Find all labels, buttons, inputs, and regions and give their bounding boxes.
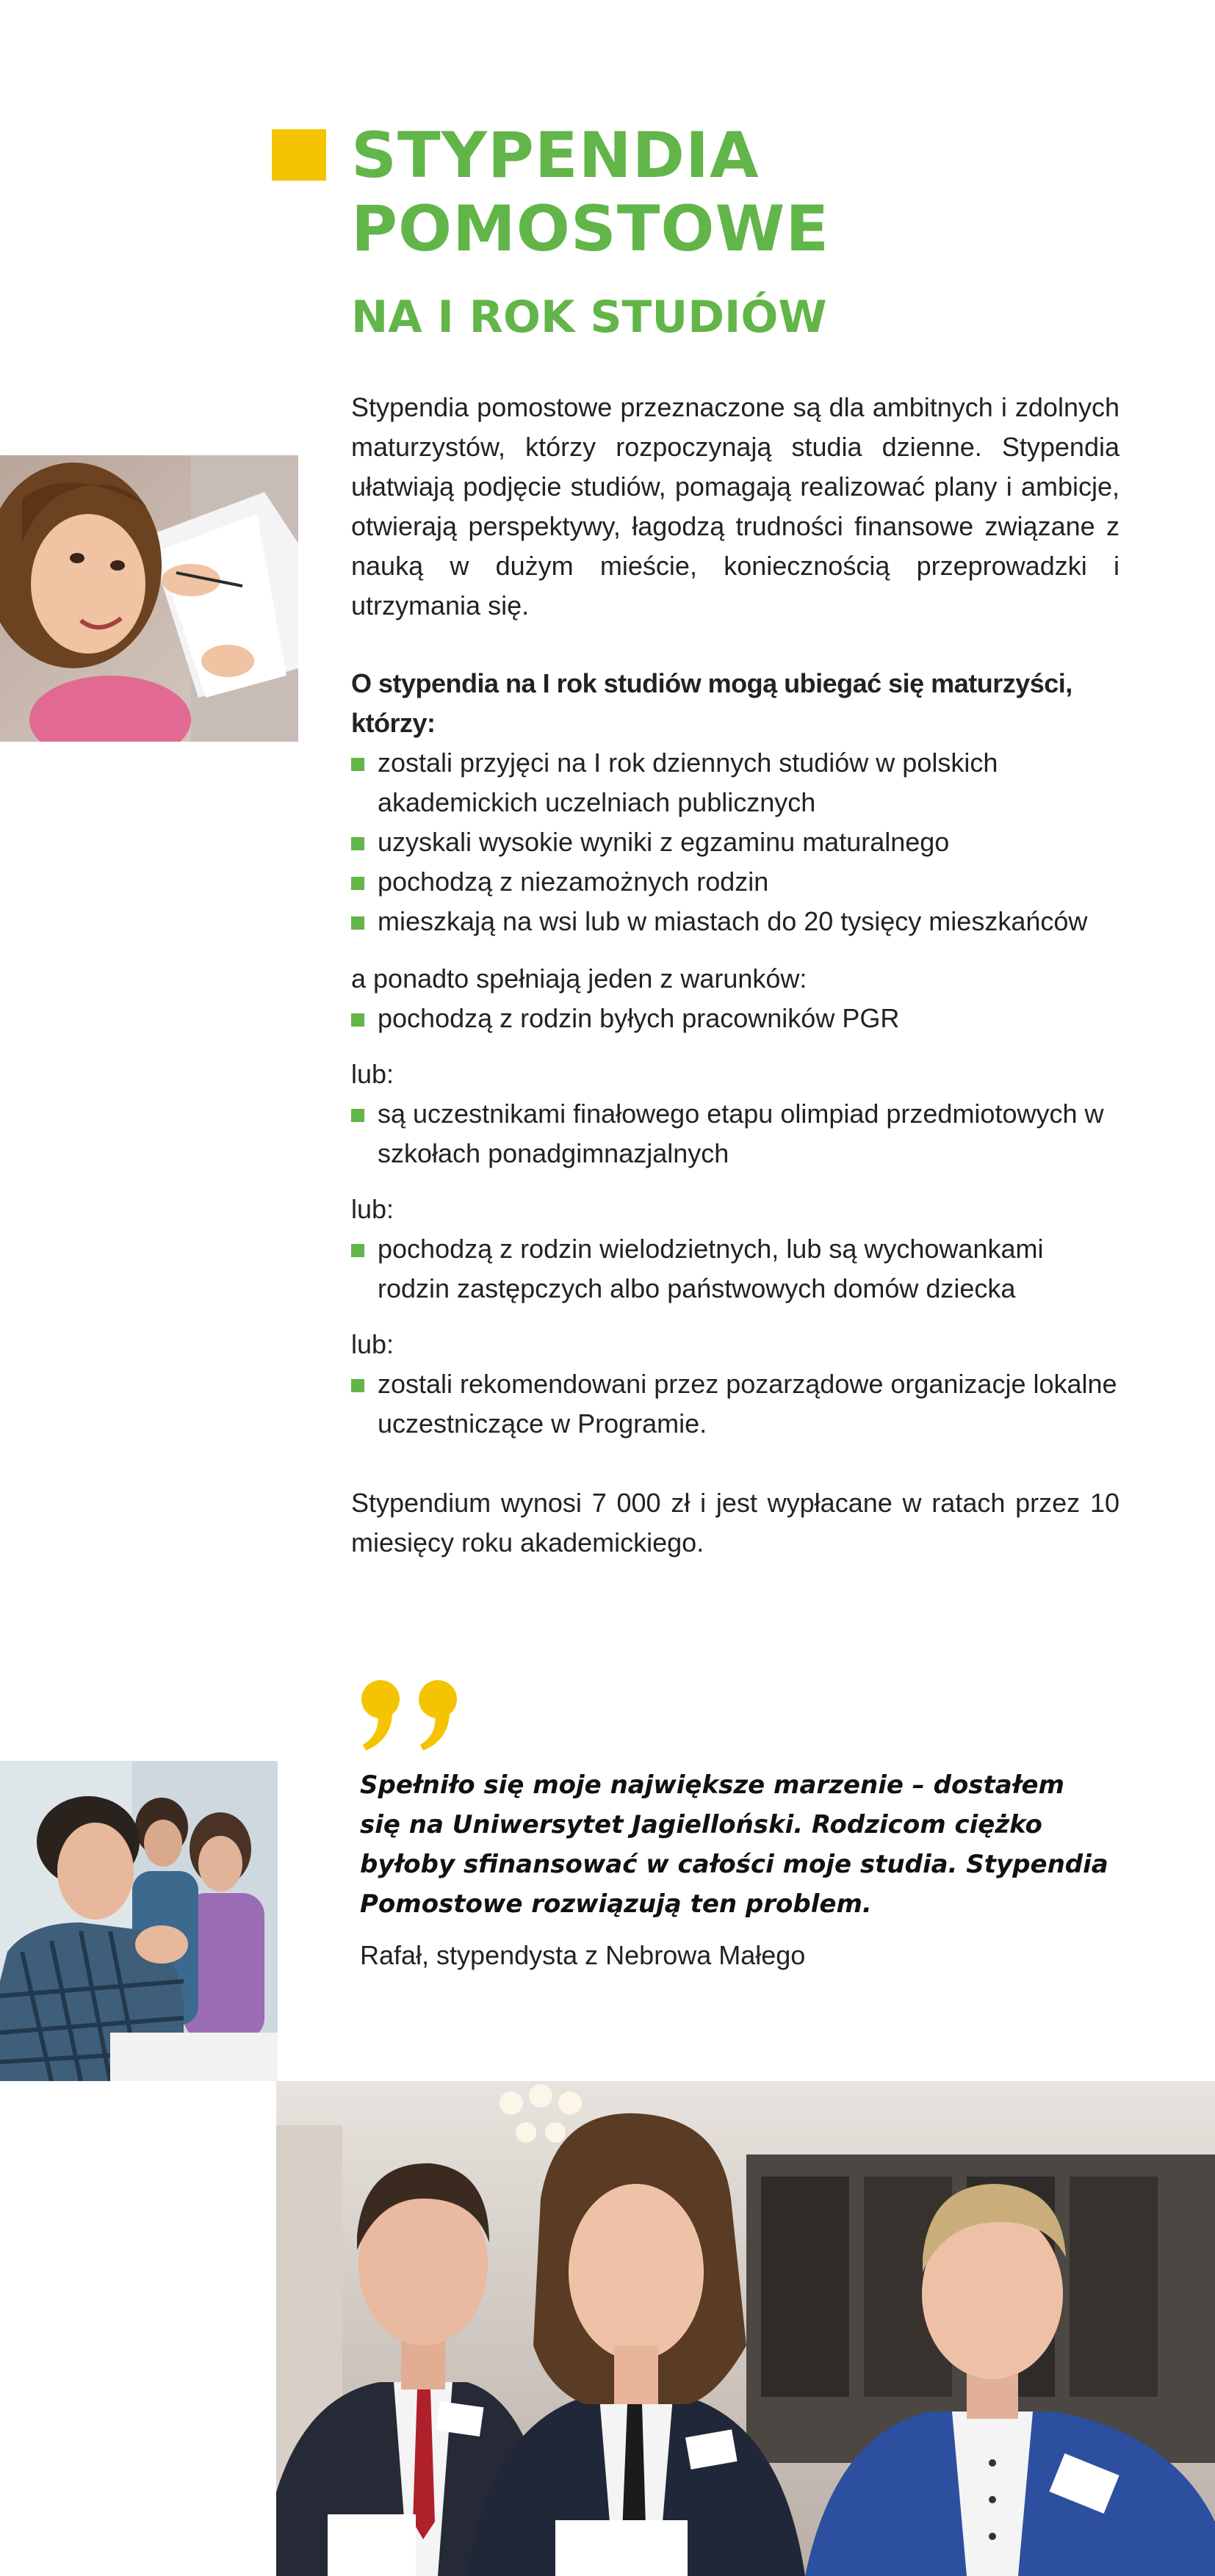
requirements-list <box>351 743 1120 941</box>
title-line-2: POMOSTOWE <box>351 192 830 266</box>
condition-list <box>351 1364 1120 1444</box>
page-subtitle: NA I ROK STUDIÓW <box>351 292 827 343</box>
or-label: lub: <box>351 1059 394 1089</box>
condition-list <box>351 1229 1120 1309</box>
bullet-square-icon <box>351 837 364 850</box>
additional-conditions-intro: a ponadto spełniają jeden z warunków: <box>351 963 807 994</box>
list-item: uzyskali wysokie wyniki z egzaminu maturalnego <box>351 822 1120 862</box>
bullet-square-icon <box>351 916 364 930</box>
bullet-square-icon <box>351 1244 364 1257</box>
testimonial-quote: Spełniło się moje największe marzenie – dostałem się na Uniwersytet Jagielloński. Rodzicom ciężko byłoby sfinansować w całości moje studia. Stypendia Pomostowe rozwiązują ten problem. <box>360 1770 1108 1919</box>
list-item: są uczestnikami finałowego etapu olimpiad przedmiotowych w szkołach ponadgimnazjalnych <box>351 1094 1120 1173</box>
requirements-section <box>351 664 1120 1444</box>
yellow-square-marker <box>272 129 326 181</box>
or-label: lub: <box>351 1329 394 1359</box>
list-item: pochodzą z rodzin byłych pracowników PGR <box>351 999 1120 1038</box>
page-title <box>351 119 829 266</box>
testimonial-author: Rafał, stypendysta z Nebrowa Małego <box>360 1940 806 1970</box>
bullet-square-icon <box>351 758 364 771</box>
photo-scholarship-recipients <box>276 2081 1215 2576</box>
amount-paragraph: Stypendium wynosi 7 000 zł i jest wypłacane w ratach przez 10 miesięcy roku akademickiego. <box>351 1488 1120 1557</box>
list-item: pochodzą z rodzin wielodzietnych, lub są wychowankami rodzin zastępczych albo państwowych domów dziecka <box>351 1229 1120 1309</box>
photo-girl-writing <box>0 455 298 742</box>
quote-mark-icon <box>356 1674 466 1755</box>
requirements-heading: O stypendia na I rok studiów mogą ubiegać się maturzyści, którzy: <box>351 668 1072 738</box>
bullet-square-icon <box>351 877 364 890</box>
title-line-1: STYPENDIA <box>351 119 760 192</box>
list-item: pochodzą z niezamożnych rodzin <box>351 862 1120 902</box>
bullet-square-icon <box>351 1109 364 1122</box>
or-label: lub: <box>351 1194 394 1224</box>
photo-students-in-class <box>0 1761 278 2081</box>
list-item: mieszkają na wsi lub w miastach do 20 tysięcy mieszkańców <box>351 902 1120 941</box>
list-item: zostali rekomendowani przez pozarządowe organizacje lokalne uczestniczące w Programie. <box>351 1364 1120 1444</box>
list-item: zostali przyjęci na I rok dziennych studiów w polskich akademickich uczelniach publicznych <box>351 743 1120 822</box>
condition-list <box>351 1094 1120 1173</box>
bullet-square-icon <box>351 1013 364 1027</box>
condition-list <box>351 999 1120 1038</box>
bullet-square-icon <box>351 1379 364 1392</box>
intro-paragraph: Stypendia pomostowe przeznaczone są dla ambitnych i zdolnych maturzystów, którzy rozpoczynają studia dzienne. Stypendia ułatwiają podjęcie studiów, pomagają realizować plany i ambicje, otwierają perspektywy, łagodzą trudności finansowe związane z nauką w dużym mieście, koniecznością przeprowadzki i utrzymania się. <box>351 392 1120 621</box>
